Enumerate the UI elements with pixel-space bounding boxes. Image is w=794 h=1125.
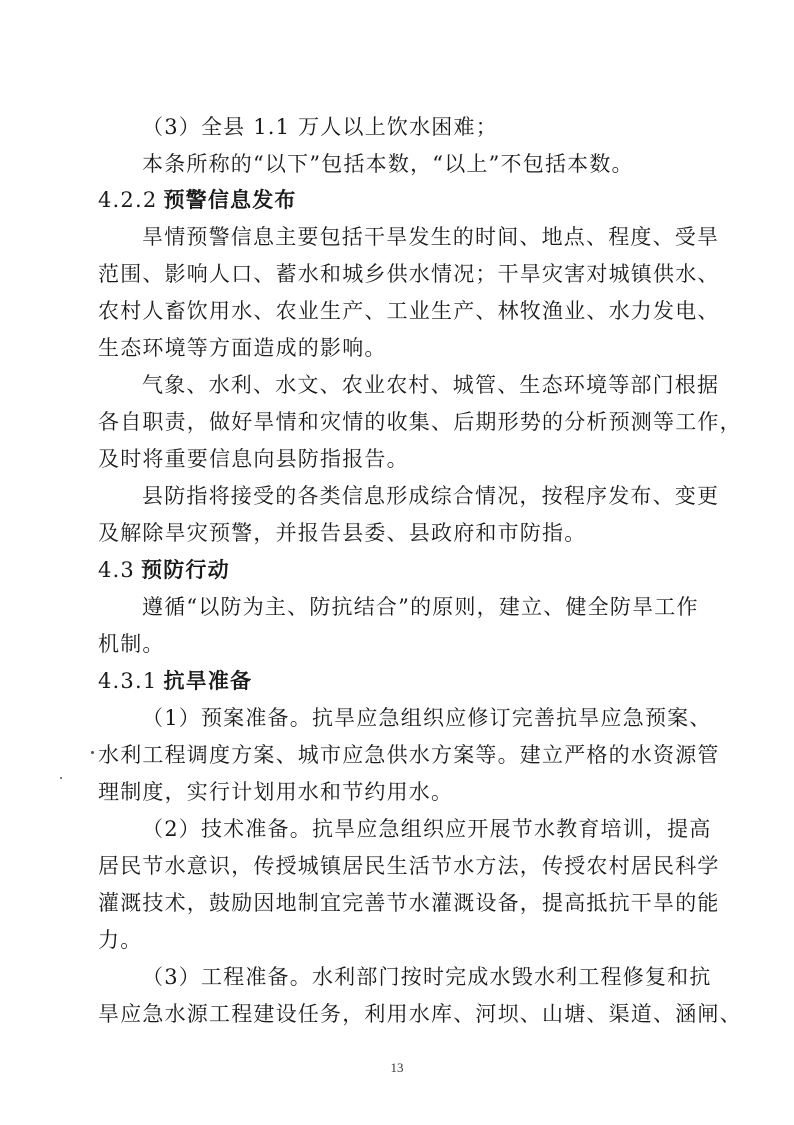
paragraph-line: 机制。 <box>98 632 165 656</box>
paragraph-line: 农村人畜饮用水、农业生产、工业生产、林牧渔业、水力发电、 <box>98 299 720 323</box>
section-title: 预警信息发布 <box>163 187 297 212</box>
paragraph-line: 气象、水利、水文、农业农村、城管、生态环境等部门根据 <box>142 373 720 397</box>
section-title: 预防行动 <box>141 557 230 582</box>
section-number: 4.3.1 <box>98 669 158 693</box>
paragraph-line: 理制度，实行计划用水和节约用水。 <box>98 780 454 804</box>
paragraph-line: 力。 <box>98 928 143 952</box>
paragraph-line: 旱情预警信息主要包括干旱发生的时间、地点、程度、受旱 <box>142 225 720 249</box>
paragraph-line: 范围、影响人口、蓄水和城乡供水情况；干旱灾害对城镇供水、 <box>98 262 720 286</box>
section-heading-4-2-2 <box>98 185 297 215</box>
section-number: 4.2.2 <box>98 188 158 212</box>
section-heading-4-3 <box>98 555 230 585</box>
paragraph-line: 县防指将接受的各类信息形成综合情况，按程序发布、变更 <box>142 484 720 508</box>
paragraph-line: 生态环境等方面造成的影响。 <box>98 336 387 360</box>
paragraph-line: （1）预案准备。抗旱应急组织应修订完善抗旱应急预案、 <box>142 706 712 730</box>
section-heading-4-3-1 <box>98 666 252 696</box>
section-number: 4.3 <box>98 558 135 582</box>
paragraph-line: 居民节水意识，传授城镇居民生活节水方法，传授农村居民科学 <box>98 854 720 878</box>
paragraph-line: （2）技术准备。抗旱应急组织应开展节水教育培训，提高 <box>142 817 712 841</box>
paragraph-line: 旱应急水源工程建设任务，利用水库、河坝、山塘、渠道、涵闸、 <box>98 1002 742 1026</box>
paragraph-line: 遵循“以防为主、防抗结合”的原则，建立、健全防旱工作 <box>142 595 699 619</box>
section-title: 抗旱准备 <box>163 668 253 693</box>
paragraph-line: 水利工程调度方案、城市应急供水方案等。建立严格的水资源管 <box>98 743 720 767</box>
page-number: 13 <box>390 1060 404 1075</box>
paragraph-line: 各自职责，做好旱情和灾情的收集、后期形势的分析预测等工作， <box>98 410 742 434</box>
paragraph-line: 及时将重要信息向县防指报告。 <box>98 447 409 471</box>
paragraph-line: 及解除旱灾预警，并报告县委、县政府和市防指。 <box>98 521 587 545</box>
paragraph-line: （3）工程准备。水利部门按时完成水毁水利工程修复和抗 <box>142 965 712 989</box>
paragraph-line: 本条所称的“以下”包括本数，“以上”不包括本数。 <box>142 152 634 176</box>
scan-speck <box>91 751 94 754</box>
scan-speck <box>60 777 62 779</box>
paragraph-line: 灌溉技术，鼓励因地制宜完善节水灌溉设备，提高抵抗干旱的能 <box>98 891 720 915</box>
paragraph-line: （3）全县 1.1 万人以上饮水困难； <box>142 115 498 139</box>
